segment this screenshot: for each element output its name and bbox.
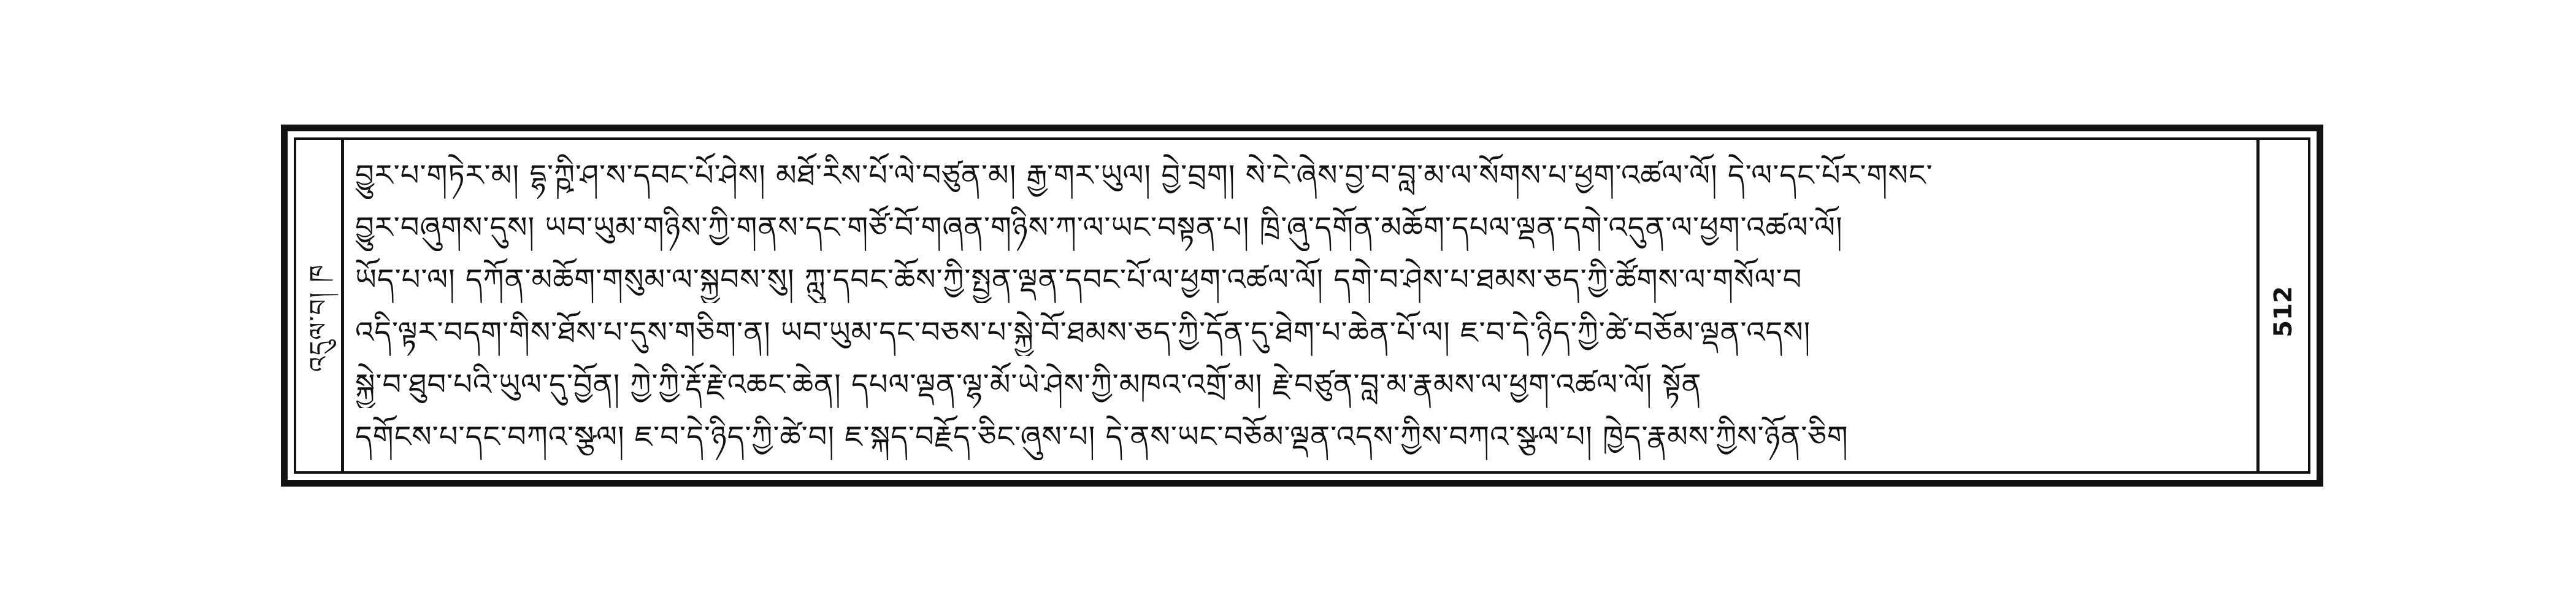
right-margin	[2256, 140, 2308, 471]
margin-label-text: འདུལ་བ། ཁ	[305, 263, 333, 372]
inner-frame	[294, 137, 2310, 474]
tibetan-text-block	[355, 153, 2248, 460]
text-line-5: སྐྱེ་བ་ཐུབ་པའི་ཡུལ་དུ་བྱོན། ཀྱེ་ཀྱི་རྡོ་རྗེ་འཆང་ཆེན། དཔལ་ལྡན་ལྷ་མོ་ཡེ་ཤེས་ཀྱི་མཁའ་འགྲོ་མ། རྗེ་བཙུན་བླ་མ་རྣམས་ལ་ཕྱག་འཚལ་ལོ། སྟོན	[355, 367, 1702, 402]
text-line-4: འདི་ལྟར་བདག་གིས་ཐོས་པ་དུས་གཅིག་ན། ཡབ་ཡུམ་དང་བཅས་པ་སྐྱེ་བོ་ཐམས་ཅད་ཀྱི་དོན་དུ་ཐེག་པ་ཆེན་པོ་ལ། ཇ་བ་དེ་ཉིད་ཀྱི་ཚེ་བཅོམ་ལྡན་འདས།	[355, 315, 1811, 350]
text-line-6: དགོངས་པ་དང་བཀའ་སྩལ། ཇ་བ་དེ་ཉིད་ཀྱི་ཚེ་བ། ཇ་སྐད་བརྗོད་ཅིང་ཞུས་པ། དེ་ནས་ཡང་བཅོམ་ལྡན་འདས་ཀྱིས་བཀའ་སྩལ་པ། ཁྱེད་རྣམས་ཀྱིས་ཉོན་ཅིག	[355, 419, 1849, 454]
text-line-1: བྱུར་པ་གཏེར་མ། དྷ་ཀྵི་ཤ་ས་དབང་པོ་ཤེས། མཐོ་རིས་པོ་ལེ་བཙུན་མ། རྒྱ་གར་ཡུལ། བྱེ་བྲག། སེ་ངེ་ཞེས་བྱ་བ་བླ་མ་ལ་སོགས་པ་ཕྱག་འཚལ་ལོ། དེ་ལ་དང་པོར་གསང་	[355, 158, 1933, 193]
margin-label	[301, 226, 337, 410]
folio-page	[281, 125, 2323, 487]
page-number	[2262, 263, 2305, 361]
page-number-text: 512	[2269, 286, 2298, 337]
text-line-2: བྱུར་བཞུགས་དུས། ཡབ་ཡུམ་གཉིས་ཀྱི་གནས་དང་གཙོ་བོ་གཞན་གཉིས་ཀ་ལ་ཡང་བསྟན་པ། ཁྲི་ཞུ་དགོན་མཆོག་དཔལ་ལྡན་དགེ་འདུན་ལ་ཕྱག་འཚལ་ལོ།	[355, 210, 1843, 245]
text-line-3: ཡོད་པ་ལ། དཀོན་མཆོག་གསུམ་ལ་སྐྱབས་སུ། ཀླུ་དབང་ཆོས་ཀྱི་སྤྱན་ལྡན་དབང་པོ་ལ་ཕྱག་འཚལ་ལོ། དགེ་བ་ཤེས་པ་ཐམས་ཅད་ཀྱི་ཚོགས་ལ་གསོལ་བ	[355, 263, 1803, 298]
left-margin	[296, 140, 344, 471]
